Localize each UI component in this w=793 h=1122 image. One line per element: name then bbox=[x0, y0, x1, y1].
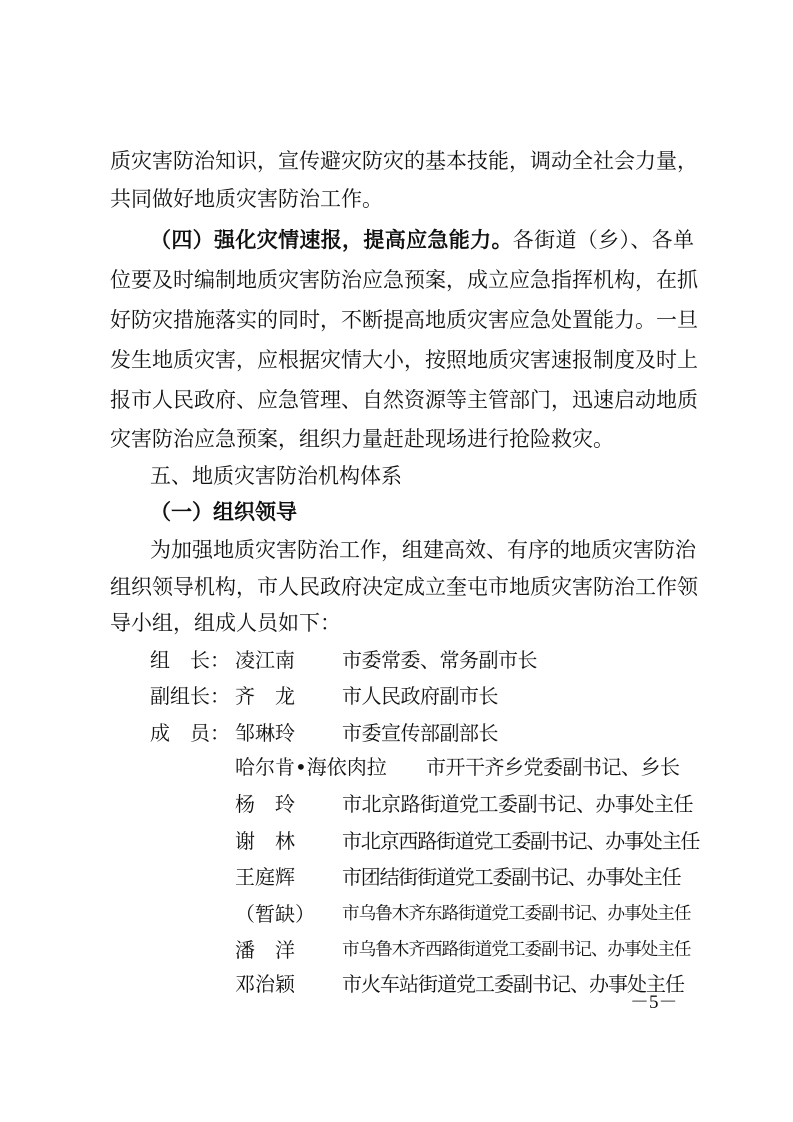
section-four-heading: （四）强化灾情速报，提高应急能力。 bbox=[150, 227, 513, 252]
member-role: 市开干齐乡党委副书记、乡长 bbox=[426, 755, 680, 779]
member-role: 市团结街街道党工委副书记、办事处主任 bbox=[342, 865, 681, 889]
leader-title: 副组长： bbox=[150, 684, 230, 708]
subsection-one-heading: （一）组织领导 bbox=[150, 499, 297, 524]
member-name: 谢 林 bbox=[235, 829, 295, 853]
member-role: 市火车站街道党工委副书记、办事处主任 bbox=[342, 972, 684, 996]
member-role: 市北京路街道党工委副书记、办事处主任 bbox=[342, 792, 693, 816]
body-text-line: 共同做好地质灾害防治工作。 bbox=[110, 187, 383, 211]
member-role: 市乌鲁木齐西路街道党工委副书记、办事处主任 bbox=[342, 940, 691, 960]
member-name: 邓治颖 bbox=[235, 972, 295, 996]
member-role: 市北京西路街道党工委副书记、办事处主任 bbox=[342, 829, 700, 853]
body-text-line: 为加强地质灾害防治工作，组建高效、有序的地质灾害防治 bbox=[150, 538, 696, 562]
member-name: 潘 洋 bbox=[235, 938, 295, 962]
body-text-line: 质灾害防治知识，宣传避灾防灾的基本技能，调动全社会力量， bbox=[110, 149, 698, 173]
section-four-first-line bbox=[110, 225, 694, 255]
body-text-line: 好防灾措施落实的同时，不断提高地质灾害应急处置能力。一旦 bbox=[110, 308, 698, 332]
body-text-line: 位要及时编制地质灾害防治应急预案，成立应急指挥机构，在抓 bbox=[110, 268, 698, 292]
member-name: 王庭辉 bbox=[235, 865, 295, 889]
body-text-line: 灾害防治应急预案，组织力量赶赴现场进行抢险救灾。 bbox=[110, 427, 614, 451]
body-text-line: 导小组，组成人员如下： bbox=[110, 611, 341, 635]
body-text-line: 报市人民政府、应急管理、自然资源等主管部门，迅速启动地质 bbox=[110, 388, 698, 412]
member-name: 杨 玲 bbox=[235, 792, 295, 816]
leader-title: 成 员： bbox=[150, 721, 230, 745]
member-role: 市乌鲁木齐东路街道党工委副书记、办事处主任 bbox=[342, 904, 691, 924]
member-name: 哈尔肯•海依肉拉 bbox=[235, 755, 387, 779]
leader-role: 市委常委、常务副市长 bbox=[342, 648, 537, 672]
body-text-line: 组织领导机构，市人民政府决定成立奎屯市地质灾害防治工作领 bbox=[110, 575, 698, 599]
member-name: （暂缺） bbox=[235, 902, 315, 926]
page-number: －5－ bbox=[630, 992, 678, 1013]
leader-role: 市人民政府副市长 bbox=[342, 684, 498, 708]
body-text: 各街道（乡）、各单 bbox=[512, 228, 695, 252]
leader-name: 齐 龙 bbox=[235, 684, 295, 708]
leader-name: 邹琳玲 bbox=[235, 721, 295, 745]
body-text-line: 发生地质灾害，应根据灾情大小，按照地质灾害速报制度及时上 bbox=[110, 348, 698, 372]
leader-title: 组 长： bbox=[150, 648, 230, 672]
leader-role: 市委宣传部副部长 bbox=[342, 721, 498, 745]
leader-name: 凌江南 bbox=[235, 648, 295, 672]
chapter-five-heading: 五、地质灾害防治机构体系 bbox=[150, 464, 402, 488]
